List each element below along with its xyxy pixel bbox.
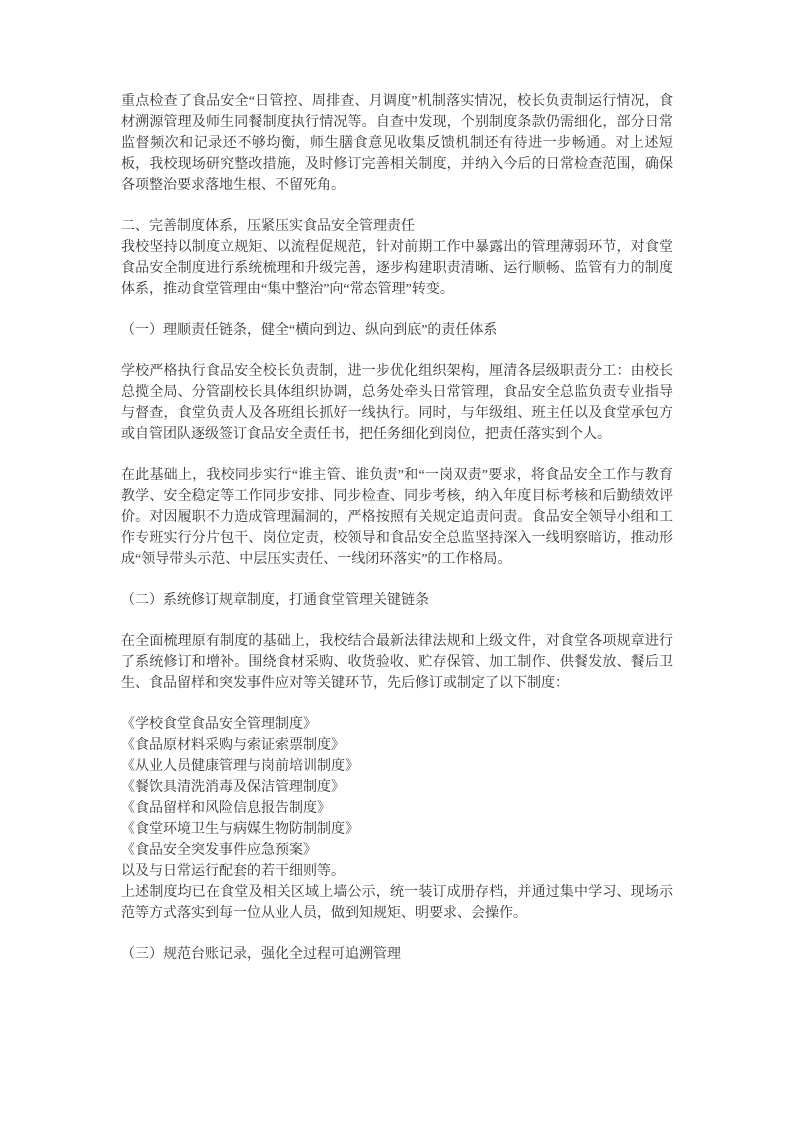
section-2 — [121, 216, 673, 300]
subsection-1-heading: （一）理顺责任链条，健全“横向到边、纵向到底”的责任体系 — [121, 323, 498, 338]
subsection-3-heading: （三）规范台账记录，强化全过程可追溯管理 — [121, 947, 401, 962]
regulation-list-item: 《食堂环境卫生与病媒生物防制制度》 — [121, 822, 359, 837]
section-2-heading: 二、完善制度体系，压紧压实食品安全管理责任 — [121, 219, 415, 234]
regulation-list-tail: 以及与日常运行配套的若干细则等。 — [121, 864, 345, 879]
regulation-list-item: 《食品留样和风险信息报告制度》 — [121, 801, 331, 816]
paragraph-implementation: 上述制度均已在食堂及相关区域上墙公示，统一装订成册存档，并通过集中学习、现场示范等方式落实到每一位从业人员，做到知规矩、明要求、会操作。 — [121, 885, 673, 921]
paragraph-responsibility-chain: 学校严格执行食品安全校长负责制，进一步优化组织架构，厘清各层级职责分工：由校长总揽全局、分管副校长具体组织协调，总务处牵头日常管理，食品安全总监负责专业指导与督查，食堂负责人及各班组长抓好一线执行。同时，与年级组、班主任以及食堂承包方或自管团队逐级签订食品安全责任书，把任务细化到岗位，把责任落实到个人。 — [121, 364, 673, 442]
subsection-2-heading: （二）系统修订规章制度，打通食堂管理关键链条 — [121, 593, 429, 608]
regulation-list — [121, 714, 673, 924]
regulation-list-item: 《餐饮具清洗消毒及保洁管理制度》 — [121, 780, 345, 795]
regulation-list-item: 《学校食堂食品安全管理制度》 — [121, 717, 317, 732]
regulation-list-item: 《食品原材料采购与索证索票制度》 — [121, 738, 345, 753]
paragraph-dual-responsibility: 在此基础上，我校同步实行“谁主管、谁负责”和“一岗双责”要求，将食品安全工作与教育教学、安全稳定等工作同步安排、同步检查、同步考核，纳入年度目标考核和后勤绩效评价。对因履职不力造成管理漏洞的，严格按照有关规定追责问责。食品安全领导小组和工作专班实行分片包干、岗位定责，校领导和食品安全总监坚持深入一线明察暗访，推动形成“领导带头示范、中层压实责任、一线闭环落实”的工作格局。 — [121, 468, 673, 567]
paragraph-inspection-summary: 重点检查了食品安全“日管控、周排查、月调度”机制落实情况，校长负责制运行情况，食材溯源管理及师生同餐制度执行情况等。自查中发现，个别制度条款仍需细化，部分日常监督频次和记录还不够均衡，师生膳食意见收集反馈机制还有待进一步畅通。对上述短板，我校现场研究整改措施，及时修订完善相关制度，并纳入今后的日常检查范围，确保各项整治要求落地生根、不留死角。 — [121, 94, 673, 193]
section-2-intro-paragraph: 我校坚持以制度立规矩、以流程促规范，针对前期工作中暴露出的管理薄弱环节，对食堂食品安全制度进行系统梳理和升级完善，逐步构建职责清晰、运行顺畅、监管有力的制度体系，推动食堂管理由“集中整治”向“常态管理”转变。 — [121, 240, 673, 297]
paragraph-revision-intro: 在全面梳理原有制度的基础上，我校结合最新法律法规和上级文件，对食堂各项规章进行了系统修订和增补。围绕食材采购、收货验收、贮存保管、加工制作、供餐发放、餐后卫生、食品留样和突发事件应对等关键环节，先后修订或制定了以下制度： — [121, 634, 673, 691]
regulation-list-item: 《食品安全突发事件应急预案》 — [121, 843, 317, 858]
regulation-list-item: 《从业人员健康管理与岗前培训制度》 — [121, 759, 359, 774]
